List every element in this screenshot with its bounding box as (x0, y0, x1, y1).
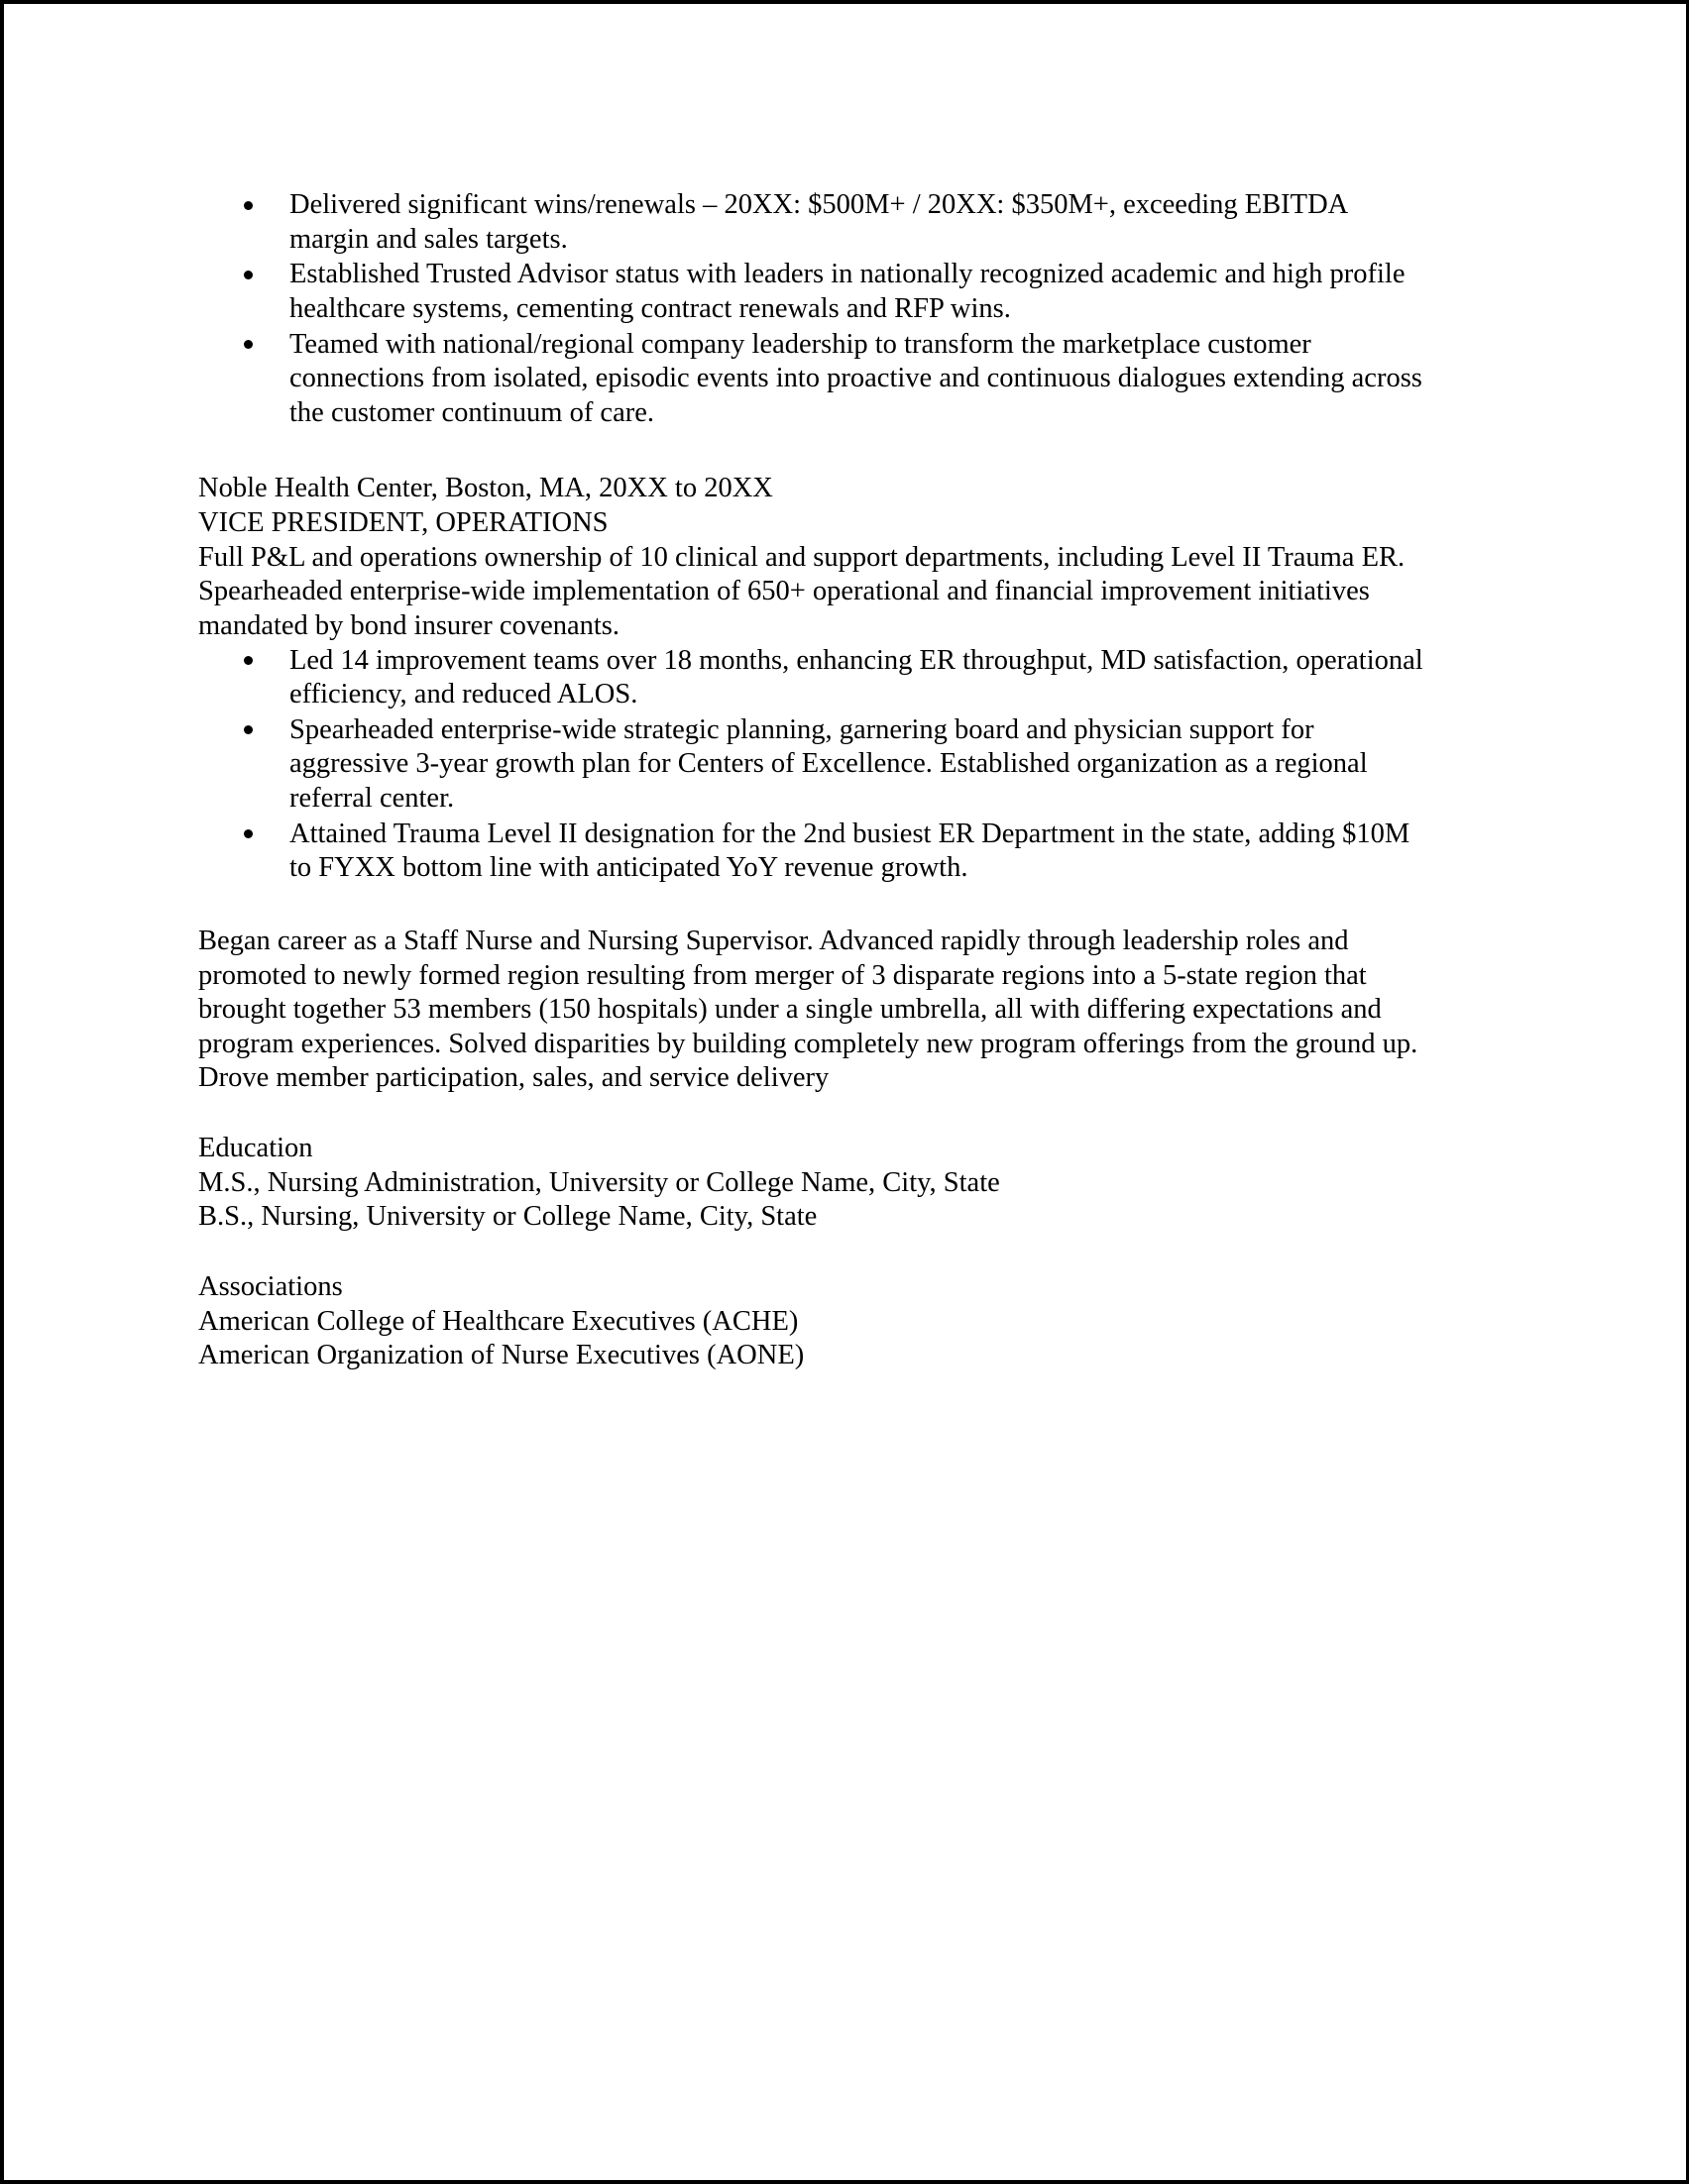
experience-title-line: VICE PRESIDENT, OPERATIONS (198, 507, 609, 538)
associations-section (198, 1270, 1431, 1373)
list-item (198, 818, 1431, 886)
list-item (198, 328, 1431, 431)
education-heading: Education (198, 1133, 313, 1163)
spacer (198, 1235, 1431, 1270)
experience-company-line: Noble Health Center, Boston, MA, 20XX to 20XX (198, 473, 773, 504)
bullet-dot-icon (244, 340, 253, 349)
associations-heading: Associations (198, 1270, 343, 1302)
spacer (198, 1096, 1431, 1132)
bullet-text: Delivered significant wins/renewals – 20XX: $500M+ / 20XX: $350M+, exceeding EBITDA margin and sales targets. (289, 189, 1347, 255)
bullet-dot-icon (244, 201, 253, 210)
bullet-text: Spearheaded enterprise-wide strategic planning, garnering board and physician support for aggressive 3-year growth plan for Centers of Excellence. Established organization as a regional referral center. (289, 713, 1368, 814)
association-entry: American Organization of Nurse Executives (AONE) (198, 1340, 805, 1371)
experience-achievements-list (198, 644, 1431, 886)
spacer (198, 431, 1431, 472)
bullet-dot-icon (244, 656, 253, 665)
bullet-dot-icon (244, 829, 253, 838)
bullet-dot-icon (244, 725, 253, 734)
career-summary-paragraph: Began career as a Staff Nurse and Nursing Supervisor. Advanced rapidly through leadership roles and promoted to newly formed region resulting from merger of 3 disparate regions into a 5-state region that brought together 53 members (150 hospitals) under a single umbrella, all with differing expectations and program experiences. Solved disparities by building completely new program offerings from the ground up. Drove member participation, sales, and service delivery (198, 925, 1418, 1094)
bullet-text: Attained Trauma Level II designation for the 2nd busiest ER Department in the state, adding $10M to FYXX bottom line with anticipated YoY revenue growth. (289, 818, 1410, 884)
bullet-text: Led 14 improvement teams over 18 months, enhancing ER throughput, MD satisfaction, operational efficiency, and reduced ALOS. (289, 644, 1423, 710)
page-content (198, 188, 1431, 1373)
education-entry: B.S., Nursing, University or College Name, City, State (198, 1201, 818, 1233)
experience-entry (198, 472, 1431, 643)
list-item (198, 188, 1431, 257)
bullet-dot-icon (244, 271, 253, 279)
list-item (198, 644, 1431, 712)
association-entry: American College of Healthcare Executives (ACHE) (198, 1305, 799, 1337)
list-item (198, 713, 1431, 817)
education-section (198, 1132, 1431, 1235)
experience-summary: Full P&L and operations ownership of 10 clinical and support departments, including Level II Trauma ER. Spearheaded enterprise-wide implementation of 650+ operational and financial improvement initiatives mandated by bond insurer covenants. (198, 541, 1406, 641)
list-item (198, 258, 1431, 326)
top-achievements-list (198, 188, 1431, 430)
spacer (198, 887, 1431, 925)
bullet-text: Established Trusted Advisor status with leaders in nationally recognized academic and high profile healthcare systems, cementing contract renewals and RFP wins. (289, 259, 1406, 324)
education-entry: M.S., Nursing Administration, University or College Name, City, State (198, 1166, 1000, 1198)
bullet-text: Teamed with national/regional company leadership to transform the marketplace customer connections from isolated, episodic events into proactive and continuous dialogues extending across the customer continuum of care. (289, 328, 1422, 428)
